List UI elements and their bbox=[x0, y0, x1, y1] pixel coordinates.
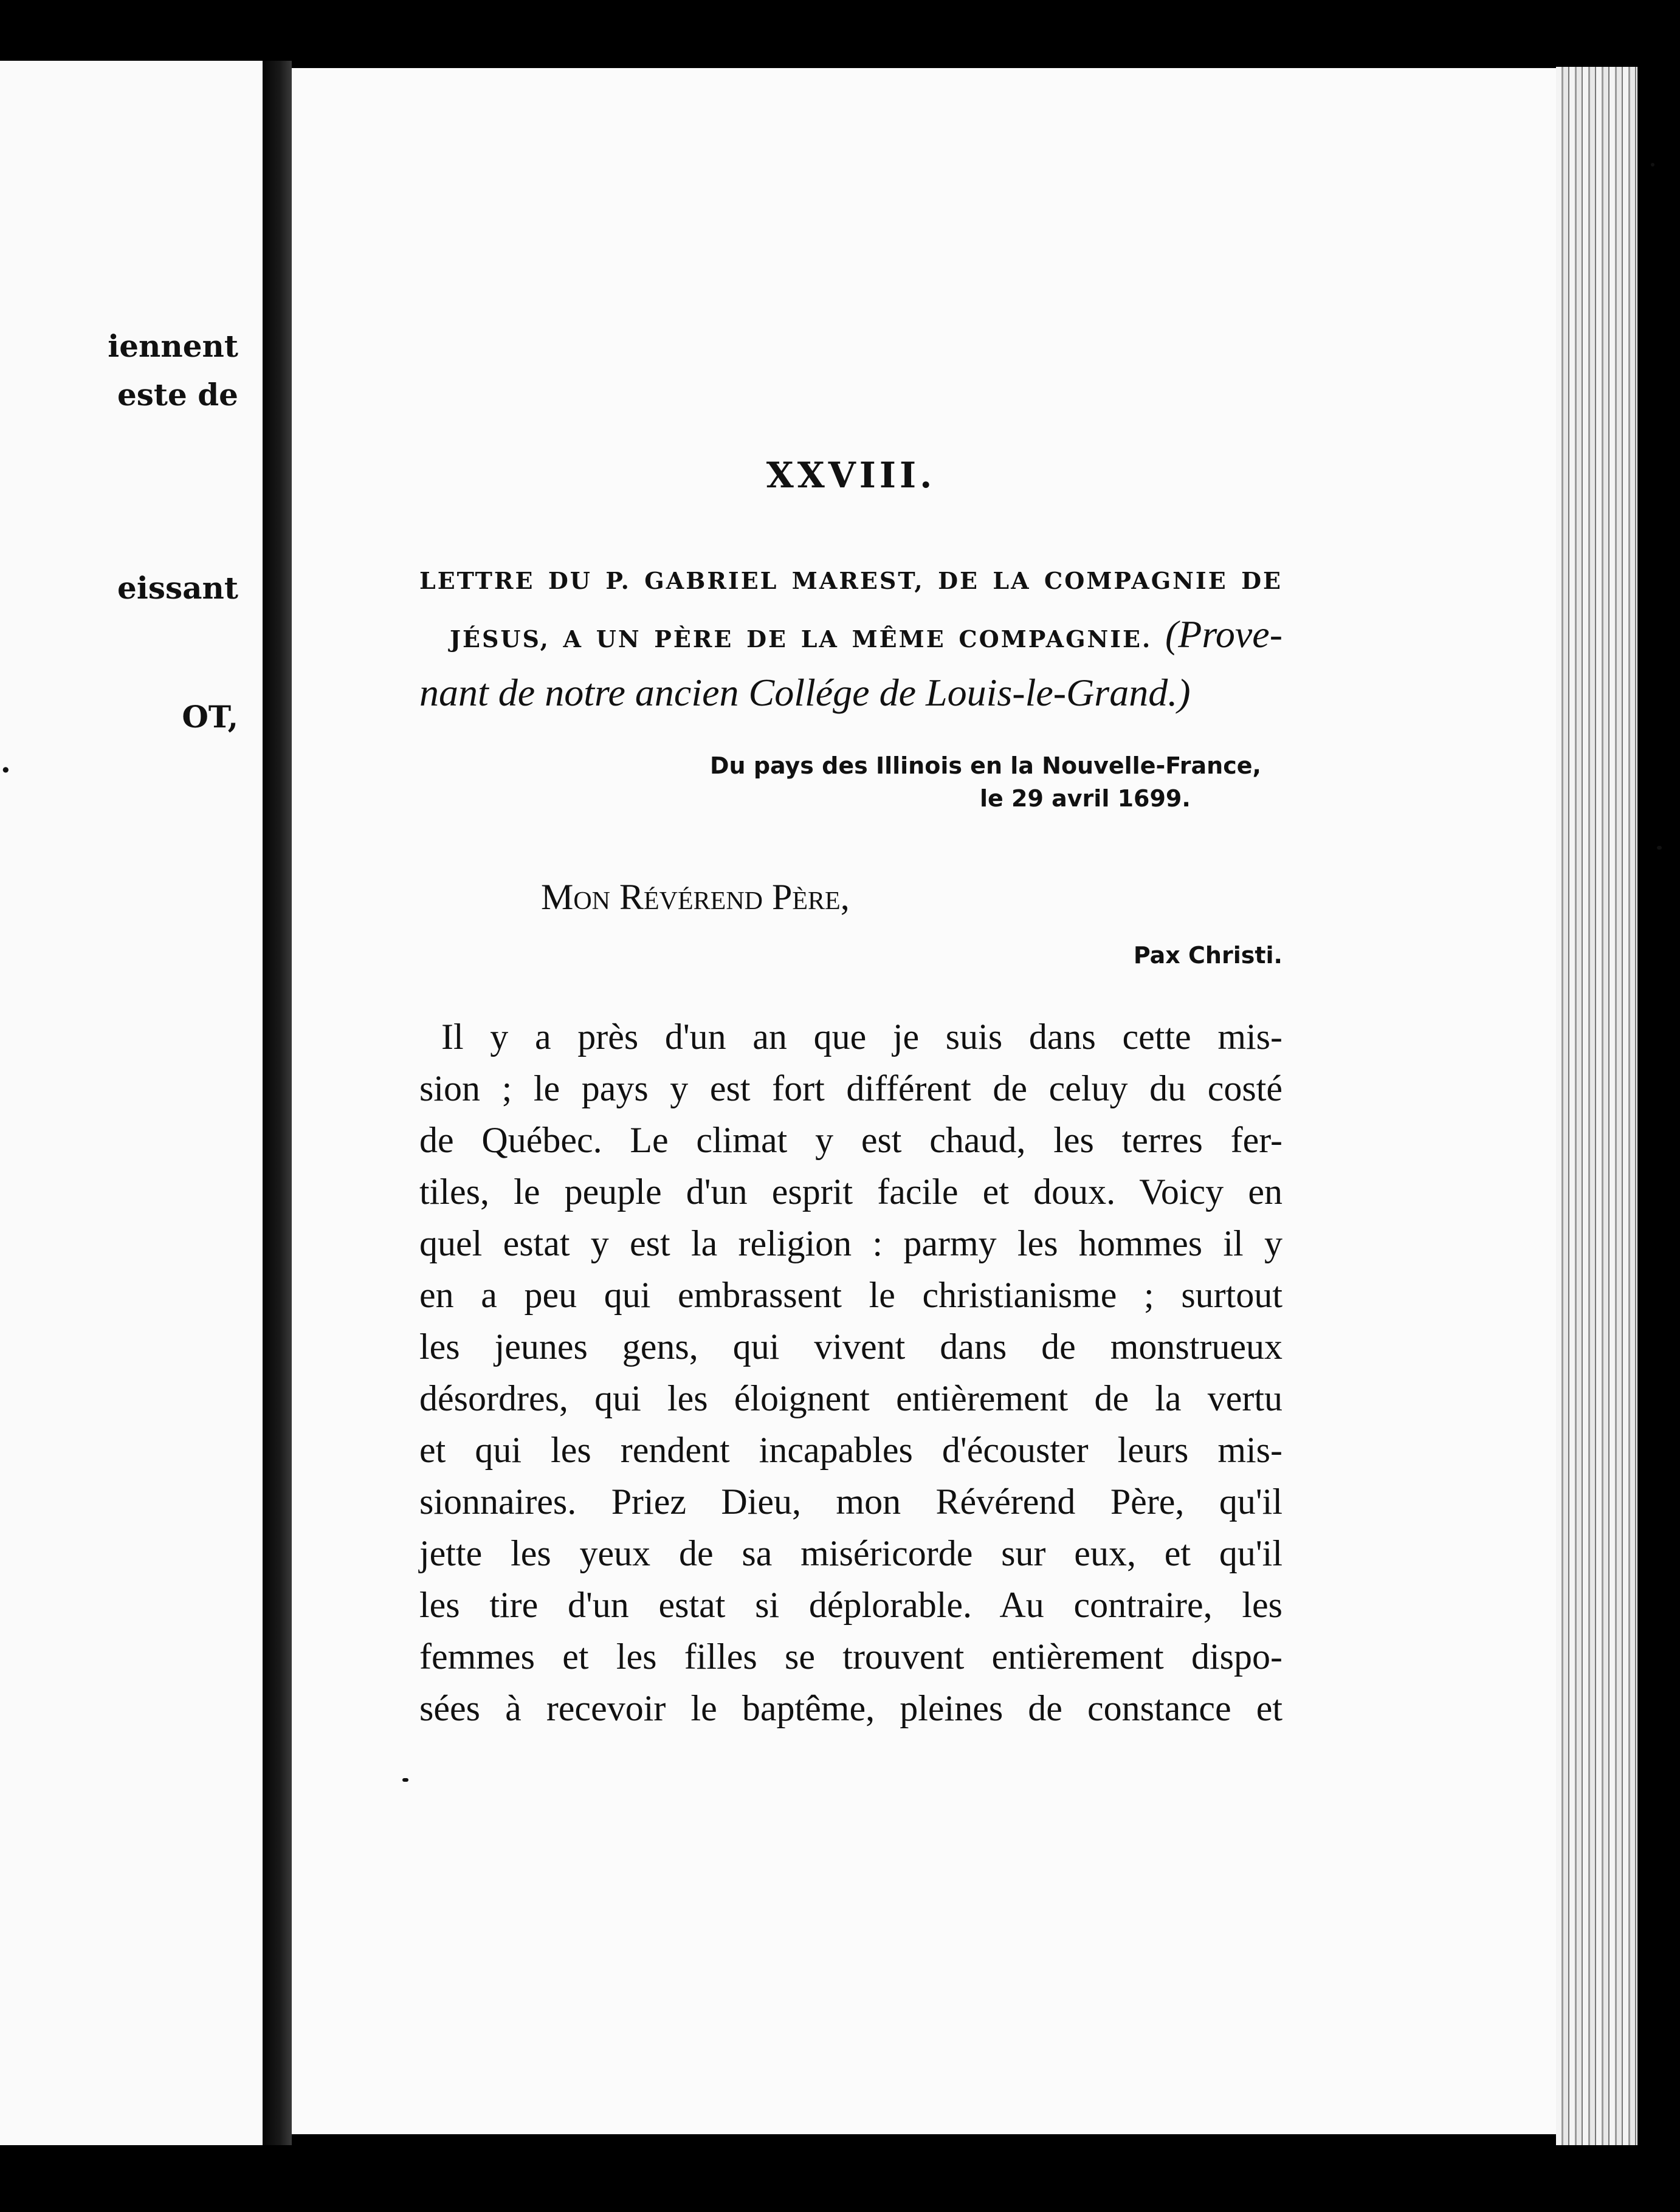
body-line: tiles, le peuple d'un esprit facile et doux. Voicy en bbox=[419, 1172, 1282, 1212]
heading-line-1: LETTRE DU P. GABRIEL MAREST, DE LA COMPAGNIE DE bbox=[419, 567, 1282, 594]
left-page-line: iennent bbox=[108, 328, 238, 364]
book-binding-gutter bbox=[263, 61, 292, 2145]
body-line: quel estat y est la religion : parmy les hommes il y bbox=[419, 1223, 1282, 1263]
left-page-line: este de bbox=[117, 377, 238, 413]
body-line: désordres, qui les éloignent entièrement de la vertu bbox=[419, 1378, 1282, 1418]
left-page-line: OT, bbox=[182, 699, 238, 735]
heading-line-3 bbox=[419, 666, 1282, 724]
dateline-date: le 29 avril 1699. bbox=[980, 785, 1191, 812]
body-line: les tire d'un estat si déplorable. Au contraire, les bbox=[419, 1585, 1282, 1625]
body-line: jette les yeux de sa miséricorde sur eux, et qu'il bbox=[419, 1533, 1282, 1573]
body-line: de Québec. Le climat y est chaud, les terres fer- bbox=[419, 1120, 1282, 1160]
pax-christi: Pax Christi. bbox=[1133, 942, 1282, 969]
scan-speck bbox=[402, 1778, 408, 1782]
dateline-place: Du pays des Illinois en la Nouvelle-France, bbox=[710, 752, 1261, 779]
body-line: et qui les rendent incapables d'écouster leurs mis- bbox=[419, 1430, 1282, 1470]
letter-heading bbox=[419, 554, 1282, 724]
left-page-line: . bbox=[0, 744, 11, 780]
left-page-line: eissant bbox=[117, 570, 238, 606]
heading-line-2 bbox=[450, 608, 1282, 666]
chapter-number: XXVIII. bbox=[766, 455, 936, 496]
body-line: les jeunes gens, qui vivent dans de monstrueux bbox=[419, 1327, 1282, 1367]
body-line: en a peu qui embrassent le christianisme ; surtout bbox=[419, 1275, 1282, 1315]
body-line: sionnaires. Priez Dieu, mon Révérend Père, qu'il bbox=[419, 1482, 1282, 1522]
scan-speck bbox=[1651, 163, 1654, 167]
body-line: femmes et les filles se trouvent entièrement dispo- bbox=[419, 1637, 1282, 1677]
salutation: Mon Révérend Père, bbox=[541, 877, 850, 917]
heading-italic: (Prove- bbox=[1165, 613, 1282, 656]
body-line: Il y a près d'un an que je suis dans cette mis- bbox=[441, 1017, 1282, 1057]
body-line: sées à recevoir le baptême, pleines de constance et bbox=[419, 1688, 1282, 1728]
scan-speck bbox=[1657, 846, 1662, 850]
heading-italic: nant de notre ancien Collége de Louis-le-Grand.) bbox=[419, 671, 1191, 714]
body-line: sion ; le pays y est fort différent de celuy du costé bbox=[419, 1068, 1282, 1108]
heading-caps: JÉSUS, A UN PÈRE DE LA MÊME COMPAGNIE. bbox=[450, 625, 1152, 653]
page-edges bbox=[1556, 67, 1637, 2145]
left-facing-page bbox=[0, 61, 263, 2145]
letter-body bbox=[419, 1011, 1282, 1734]
